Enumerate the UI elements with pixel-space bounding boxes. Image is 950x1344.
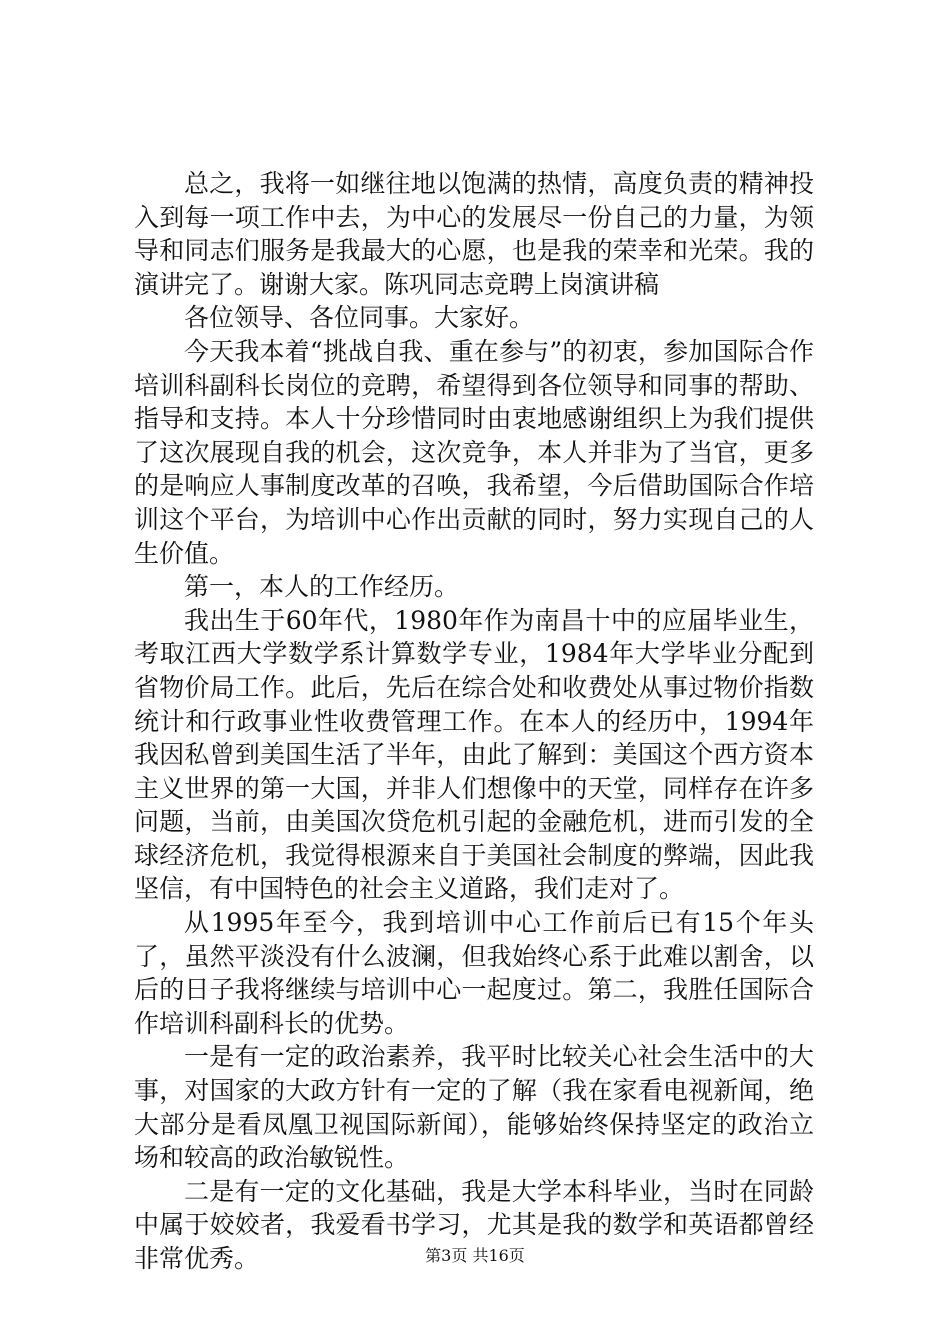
paragraph-3: 今天我本着“挑战自我、重在参与”的初衷，参加国际合作培训科副科长岗位的竞聘，希望得到各位领导和同事的帮助、指导和支持。本人十分珍惜同时由衷地感谢组织上为我们提供了这次展现自我的机会，这次竞争，本人并非为了当官，更多的是响应人事制度改革的召唤，我希望，今后借助国际合作培训这个平台，为培训中心作出贡献的同时，努力实现自己的人生价值。 — [134, 336, 814, 568]
paragraph-6: 从1995年至今，我到培训中心工作前后已有15个年头了，虽然平淡没有什么波澜，但我始终心系于此难以割舍，以后的日子我将继续与培训中心一起度过。第二，我胜任国际合作培训科副科长的优势。 — [134, 908, 814, 1038]
paragraph-5: 我出生于60年代，1980年作为南昌十中的应届毕业生，考取江西大学数学系计算数学专业，1984年大学毕业分配到省物价局工作。此后，先后在综合处和收费处从事过物价指数统计和行政事业性收费管理工作。在本人的经历中，1994年我因私曾到美国生活了半年，由此了解到：美国这个西方资本主义世界的第一大国，并非人们想像中的天堂，同样存在许多问题，当前，由美国次贷危机引起的金融危机，进而引发的全球经济危机，我觉得根源来自于美国社会制度的弊端，因此我坚信，有中国特色的社会主义道路，我们走对了。 — [134, 605, 814, 904]
paragraph-8: 二是有一定的文化基础，我是大学本科毕业，当时在同龄中属于姣姣者，我爱看书学习，尤其是我的数学和英语都曾经非常优秀。 — [134, 1176, 814, 1273]
paragraph-7: 一是有一定的政治素养，我平时比较关心社会生活中的大事，对国家的大政方针有一定的了解（我在家看电视新闻，绝大部分是看凤凰卫视国际新闻），能够始终保持坚定的政治立场和较高的政治敏锐性。 — [134, 1042, 814, 1173]
page-number-indicator: 第3页 共16页 — [425, 1246, 525, 1265]
paragraph-2: 各位领导、各位同事。大家好。 — [184, 303, 535, 333]
page-footer — [0, 1243, 950, 1266]
paragraph-4: 第一，本人的工作经历。 — [184, 572, 460, 602]
document-body — [134, 167, 814, 1276]
paragraph-1: 总之，我将一如继往地以饱满的热情，高度负责的精神投入到每一项工作中去，为中心的发展尽一份自己的力量，为领导和同志们服务是我最大的心愿，也是我的荣幸和光荣。我的演讲完了。谢谢大家。陈巩同志竞聘上岗演讲稿 — [134, 169, 814, 299]
